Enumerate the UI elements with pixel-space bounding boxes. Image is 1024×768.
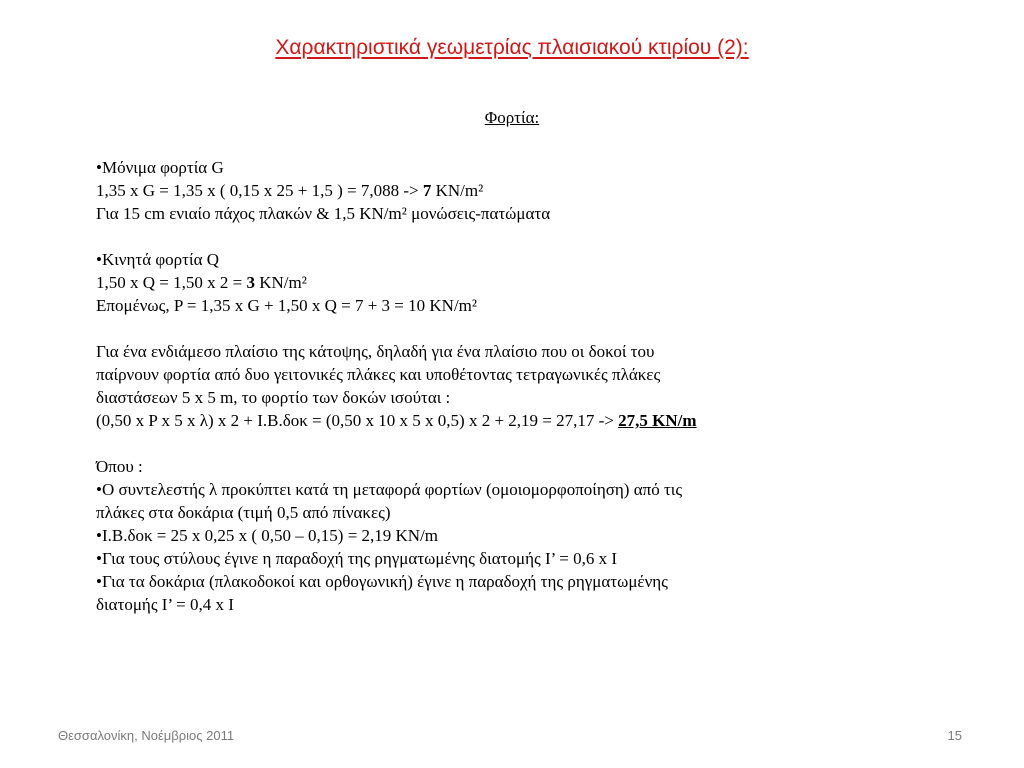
live-load-calc-unit: KN/m² <box>254 273 307 292</box>
dead-load-heading: •Μόνιμα φορτία G <box>96 158 224 177</box>
page-number: 15 <box>947 728 962 743</box>
live-load-heading: •Κινητά φορτία Q <box>96 250 220 269</box>
total-load: Επομένως, P = 1,35 x G + 1,50 x Q = 7 + 3 = 10 KN/m² <box>96 296 477 315</box>
dead-load-calc-unit: KN/m² <box>431 181 484 200</box>
note-beam-selfweight: •I.B.δοκ = 25 x 0,25 x ( 0,50 – 0,15) = 2,19 KN/m <box>96 526 439 545</box>
note-beams-line-2: διατομής I’ = 0,4 x I <box>96 595 234 614</box>
slide-body <box>96 156 916 616</box>
section-subtitle: Φορτία: <box>484 108 540 127</box>
footer-date: Θεσσαλονίκη, Νοέμβριος 2011 <box>58 728 235 743</box>
note-beams-line-1: •Για τα δοκάρια (πλακοδοκοί και ορθογωνική) έγινε η παραδοχή της ρηγματωμένης <box>96 572 668 591</box>
live-load-calc-text: 1,50 x Q = 1,50 x 2 = <box>96 273 247 292</box>
live-load-calc-result: 3 <box>246 273 255 292</box>
frame-paragraph-line-2: παίρνουν φορτία από δυο γειτονικές πλάκες και υποθέτοντας τετραγωνικές πλάκες <box>96 365 661 384</box>
slide-title: Χαρακτηριστικά γεωμετρίας πλαισιακού κτιρίου (2): <box>275 36 749 59</box>
beam-load-result: 27,5 KN/m <box>618 411 697 430</box>
notes-heading: Όπου : <box>96 457 143 476</box>
beam-load-formula <box>96 409 916 432</box>
dead-load-calc-result: 7 <box>422 181 432 200</box>
beam-load-formula-text: (0,50 x P x 5 x λ) x 2 + I.B.δοκ = (0,50 x 10 x 5 x 0,5) x 2 + 2,19 = 27,17 -> <box>96 411 619 430</box>
note-lambda-line-1: •Ο συντελεστής λ προκύπτει κατά τη μεταφορά φορτίων (ομοιομορφοποίηση) από τις <box>96 480 683 499</box>
note-lambda-line-2: πλάκες στα δοκάρια (τιμή 0,5 από πίνακες) <box>96 503 391 522</box>
dead-load-calc <box>96 179 916 202</box>
dead-load-calc-text: 1,35 x G = 1,35 x ( 0,15 x 25 + 1,5 ) = 7,088 -> <box>96 181 423 200</box>
note-columns: •Για τους στύλους έγινε η παραδοχή της ρηγματωμένης διατομής I’ = 0,6 x I <box>96 549 618 568</box>
live-load-calc <box>96 271 916 294</box>
frame-paragraph-line-1: Για ένα ενδιάμεσο πλαίσιο της κάτοψης, δηλαδή για ένα πλαίσιο που οι δοκοί του <box>96 342 655 361</box>
frame-paragraph-line-3: διαστάσεων 5 x 5 m, το φορτίο των δοκών ισούται : <box>96 388 451 407</box>
dead-load-note: Για 15 cm ενιαίο πάχος πλακών & 1,5 KN/m² μονώσεις-πατώματα <box>96 204 551 223</box>
